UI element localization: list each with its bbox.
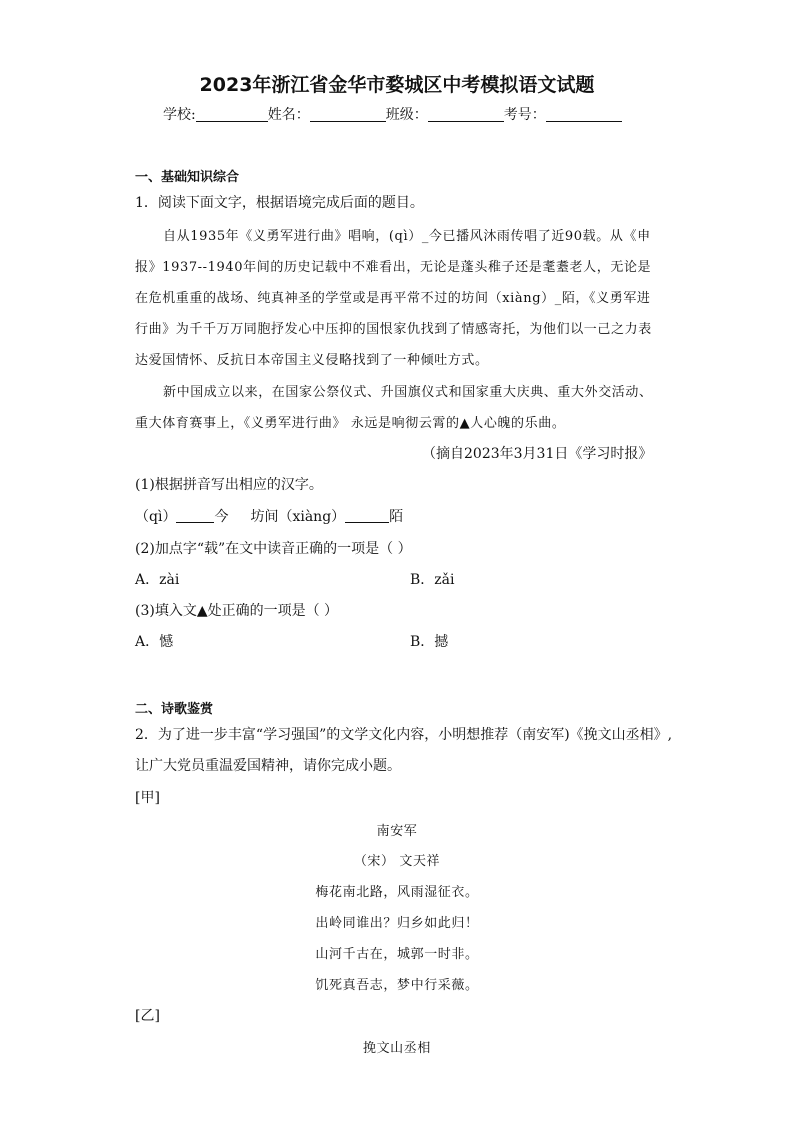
- passage-line-4: 行曲》为千千万万同胞抒发心中压抑的国恨家仇找到了情感寄托，为他们以一己之力表: [135, 322, 652, 337]
- sub-question-3-option-b[interactable]: B．撼: [410, 634, 449, 650]
- school-label: 学校:: [163, 107, 196, 123]
- student-info-line: [163, 104, 622, 124]
- poem-author: （宋） 文天祥: [353, 854, 441, 869]
- sub-question-2-option-b[interactable]: B．zǎi: [410, 572, 455, 588]
- class-label: 班级：: [385, 107, 428, 123]
- poem-line-3: 山河千古在，城郭一时非。: [315, 947, 479, 962]
- passage-line-7: 重大体育赛事上，《义勇军进行曲》 永远是响彻云霄的▲人心魄的乐曲。: [135, 416, 566, 431]
- passage-source: （摘自2023年3月31日《学习时报》: [422, 446, 653, 462]
- class-blank[interactable]: [428, 107, 504, 122]
- poem-line-2: 出岭同谁出？归乡如此归！: [315, 916, 479, 931]
- sub-question-3-option-a[interactable]: A．憾: [135, 634, 174, 650]
- section-1-heading: 一、基础知识综合: [135, 170, 240, 185]
- exam-no-blank[interactable]: [546, 107, 622, 122]
- question-2-line-2: 让广大党员重温爱国精神，请你完成小题。: [135, 758, 401, 774]
- school-blank[interactable]: [196, 107, 268, 122]
- label-yi: [乙]: [135, 1008, 160, 1024]
- poem-line-4: 饥死真吾志，梦中行采薇。: [315, 978, 479, 993]
- sub-question-3: (3)填入文▲处正确的一项是（ ）: [135, 603, 339, 619]
- sub-question-2-option-a[interactable]: A．zài: [135, 572, 180, 588]
- question-1-stem: 1．阅读下面文字，根据语境完成后面的题目。: [135, 195, 424, 211]
- passage-line-6: 新中国成立以来，在国家公祭仪式、升国旗仪式和国家重大庆典、重大外交活动、: [163, 385, 653, 400]
- sub-question-1: (1)根据拼音写出相应的汉字。: [135, 477, 323, 493]
- passage-line-3: 在危机重重的战场、纯真神圣的学堂或是再平常不过的坊间（xiàng）_陌，《义勇军进: [135, 291, 651, 306]
- exam-title: 2023年浙江省金华市婺城区中考模拟语文试题: [199, 74, 595, 96]
- passage-line-2: 报》1937--1940年间的历史记载中不难看出，无论是蓬头稚子还是耄耋老人，无论是: [135, 260, 652, 275]
- name-label: 姓名：: [267, 107, 310, 123]
- sub-question-1-blanks: [135, 506, 403, 526]
- passage-line-5: 达爱国情怀、反抗日本帝国主义侵略找到了一种倾吐方式。: [135, 353, 489, 368]
- poem-title: 南安军: [376, 824, 418, 839]
- sub-question-2: (2)加点字“载”在文中读音正确的一项是（ ）: [135, 541, 412, 557]
- section-2-heading: 二、诗歌鉴赏: [135, 702, 214, 717]
- label-jia: [甲]: [135, 790, 160, 806]
- exam-no-label: 考号：: [503, 107, 546, 123]
- blank-b-char: 陌: [389, 509, 404, 525]
- blank-a-char: 今: [214, 509, 229, 525]
- question-2-line-1: 2．为了进一步丰富“学习强国”的文学文化内容，小明想推荐（南安军)《挽文山丞相》,: [135, 727, 673, 743]
- passage-line-1: 自从1935年《义勇军进行曲》唱响，(qì）_今已播风沐雨传唱了近90载。从《申: [163, 229, 651, 244]
- blank-a-input[interactable]: [176, 510, 214, 523]
- blank-b-input[interactable]: [345, 510, 389, 523]
- blank-b-pinyin: 坊间（xiàng）: [250, 509, 346, 525]
- poem-line-1: 梅花南北路，风雨湿征衣。: [315, 885, 479, 900]
- blank-a-pinyin: （qì）: [135, 509, 177, 525]
- poem-2-title: 挽文山丞相: [362, 1041, 431, 1056]
- name-blank[interactable]: [310, 107, 386, 122]
